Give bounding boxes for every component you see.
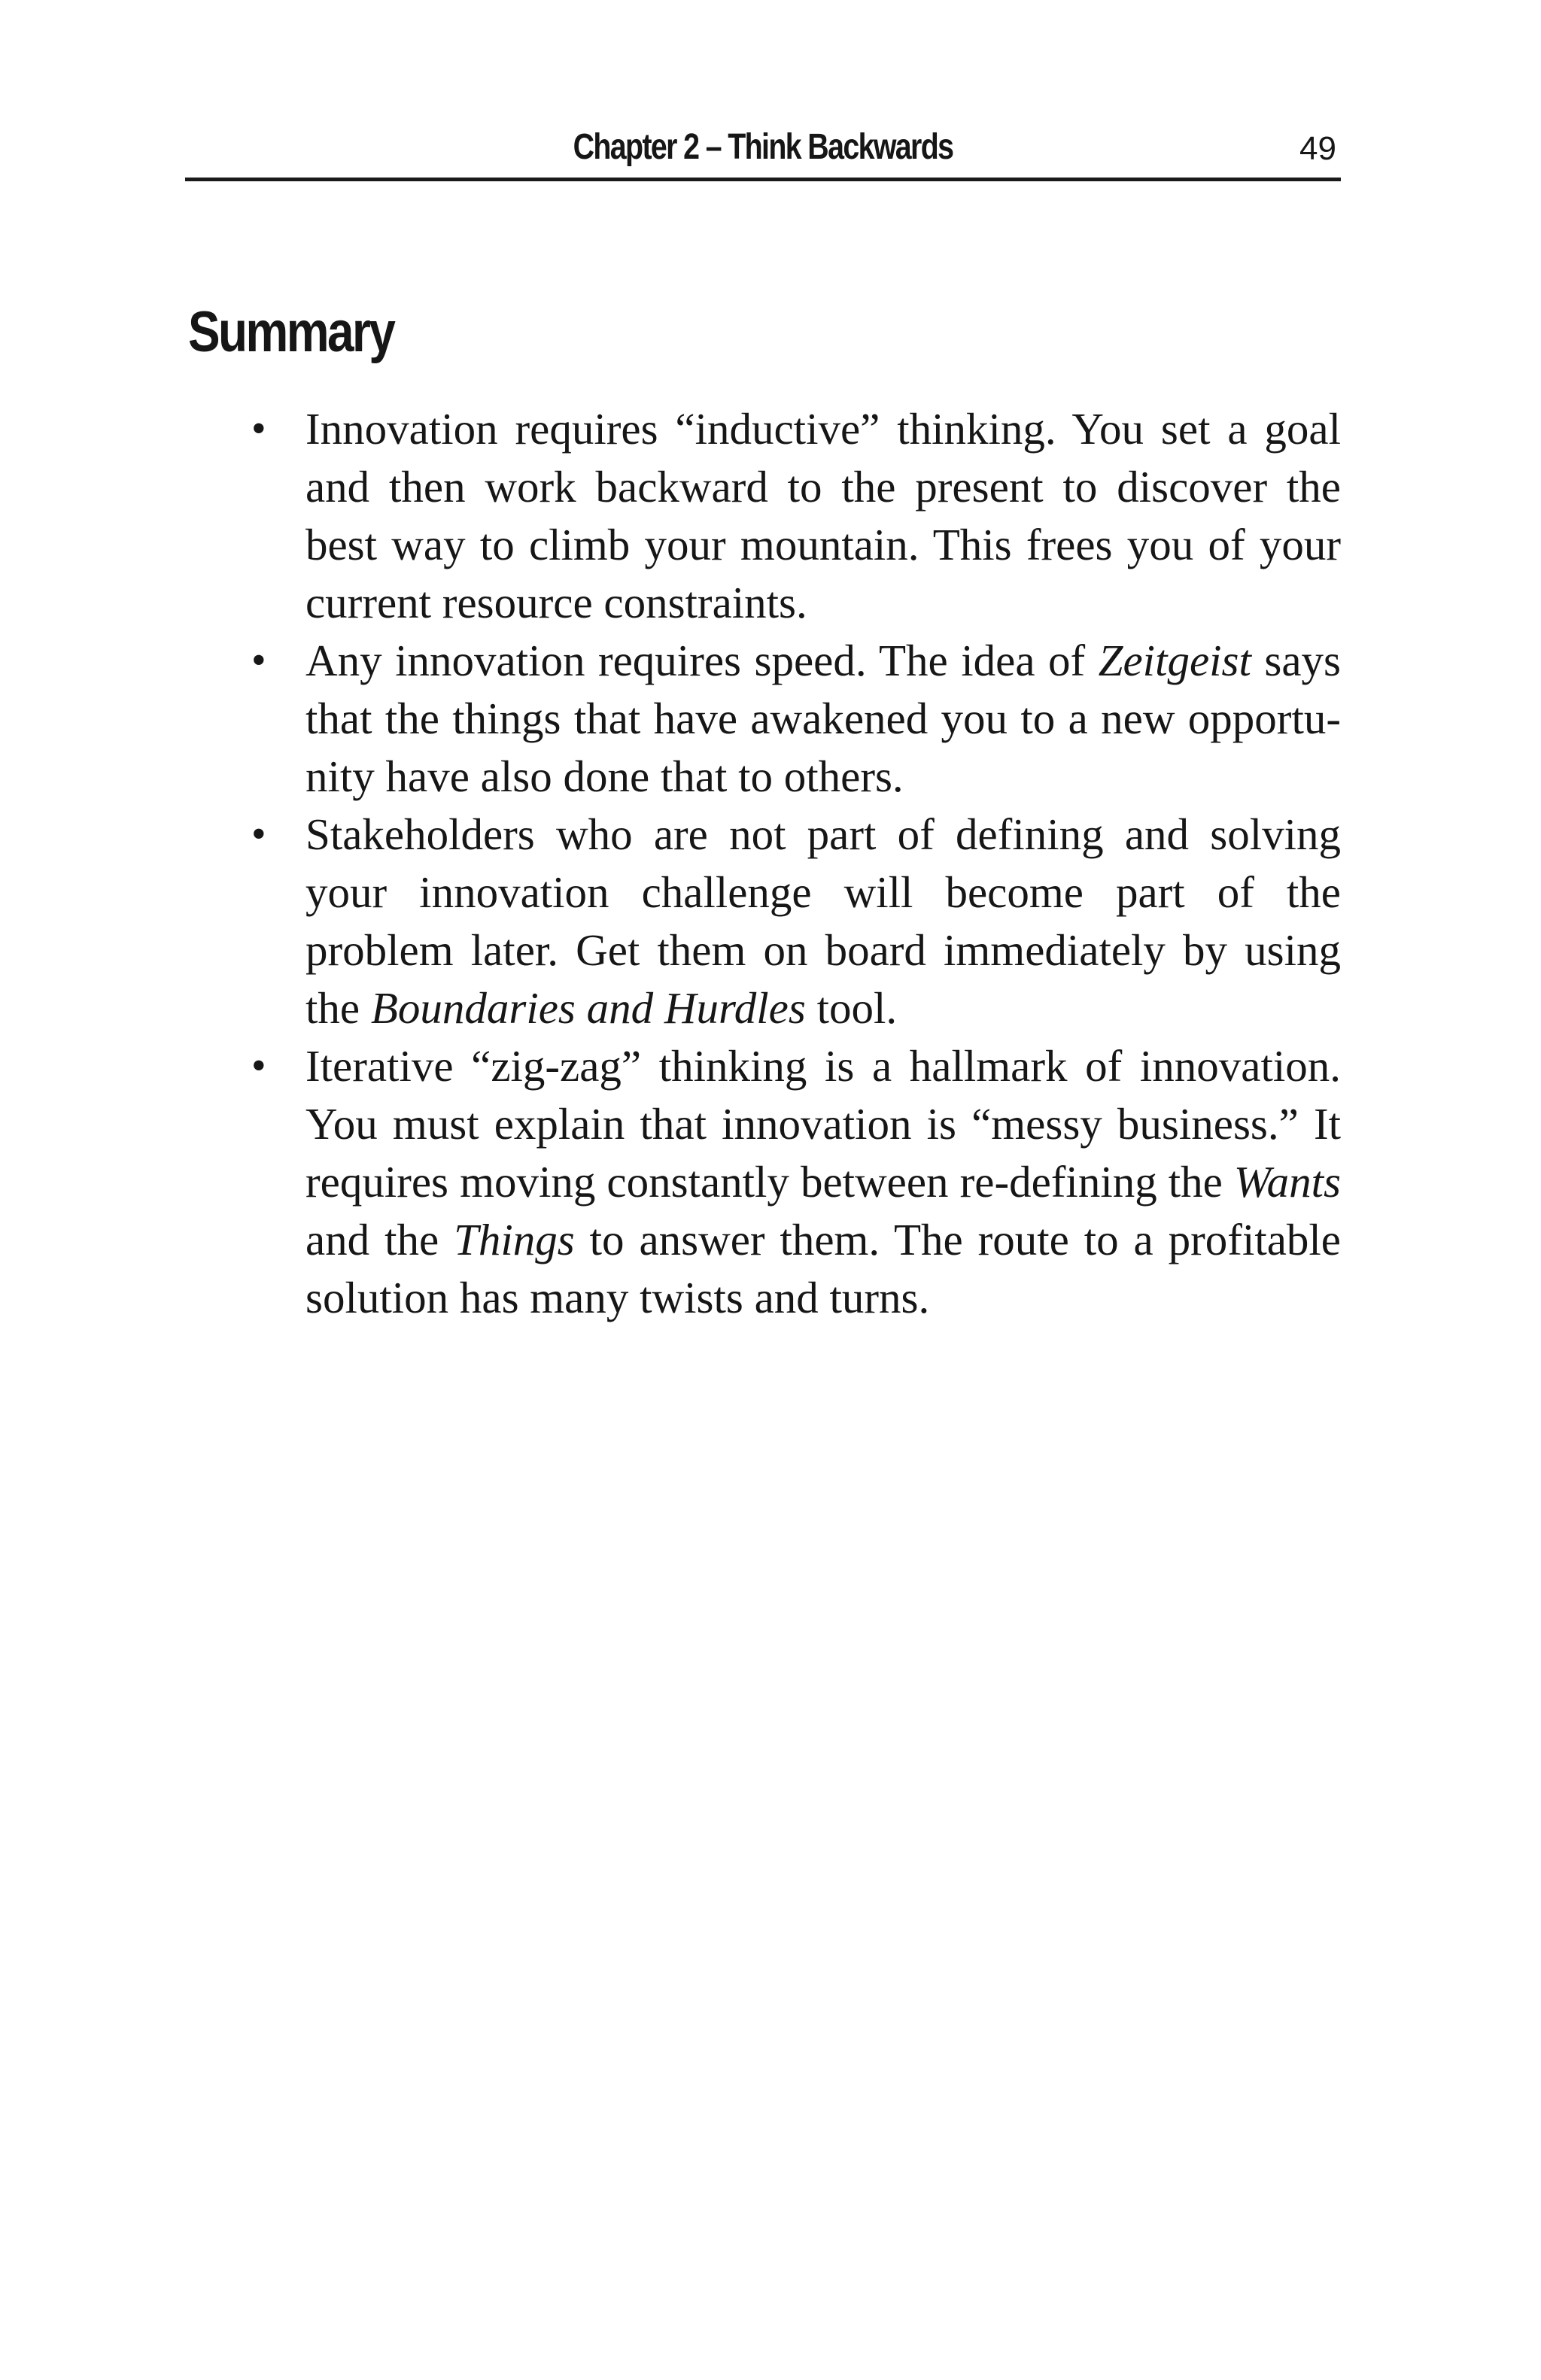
summary-italic-term: Wants	[1233, 1157, 1341, 1207]
summary-item	[251, 806, 1341, 1037]
bullet-icon: •	[251, 1043, 266, 1089]
summary-text: and the	[305, 1215, 454, 1264]
page-number: 49	[1299, 130, 1336, 167]
bullet-icon: •	[251, 811, 266, 858]
summary-text: Iterative “zig-zag” thinking is a hallmark of innovation. You must explain that innovation is “messy business.” It requires moving constantly between re-defining the	[305, 1041, 1341, 1207]
running-header	[185, 120, 1341, 181]
summary-item	[251, 1037, 1341, 1327]
summary-text: Stakeholders who are not part of defining and solving your innovation challenge will become part of the problem later. Get them on board immediately by using the	[305, 809, 1341, 1033]
bullet-icon: •	[251, 637, 266, 684]
summary-italic-term: Boundaries and Hurdles	[370, 983, 806, 1033]
section-heading: Summary	[188, 300, 394, 364]
summary-item	[251, 400, 1341, 632]
summary-text: Any innovation requires speed. The idea of	[305, 636, 1099, 685]
summary-list	[251, 400, 1341, 1327]
summary-item	[251, 632, 1341, 806]
summary-text: Innovation requires “inductive” thinking. You set a goal and then work backward to the present to discover the best way to climb your mountain. This frees you of your current resource constraints.	[305, 404, 1341, 627]
summary-text: says that the things that have awakened you to a new opportunity have also done that to others.	[305, 636, 1342, 801]
running-title: Chapter 2 – Think Backwards	[573, 127, 953, 167]
summary-text: to answer them. The route to a profitable solution has many twists and turns.	[305, 1215, 1341, 1322]
summary-italic-term: Zeitgeist	[1098, 636, 1251, 685]
summary-italic-term: Things	[454, 1215, 575, 1264]
bullet-icon: •	[251, 405, 266, 452]
summary-text: tool.	[805, 983, 898, 1033]
